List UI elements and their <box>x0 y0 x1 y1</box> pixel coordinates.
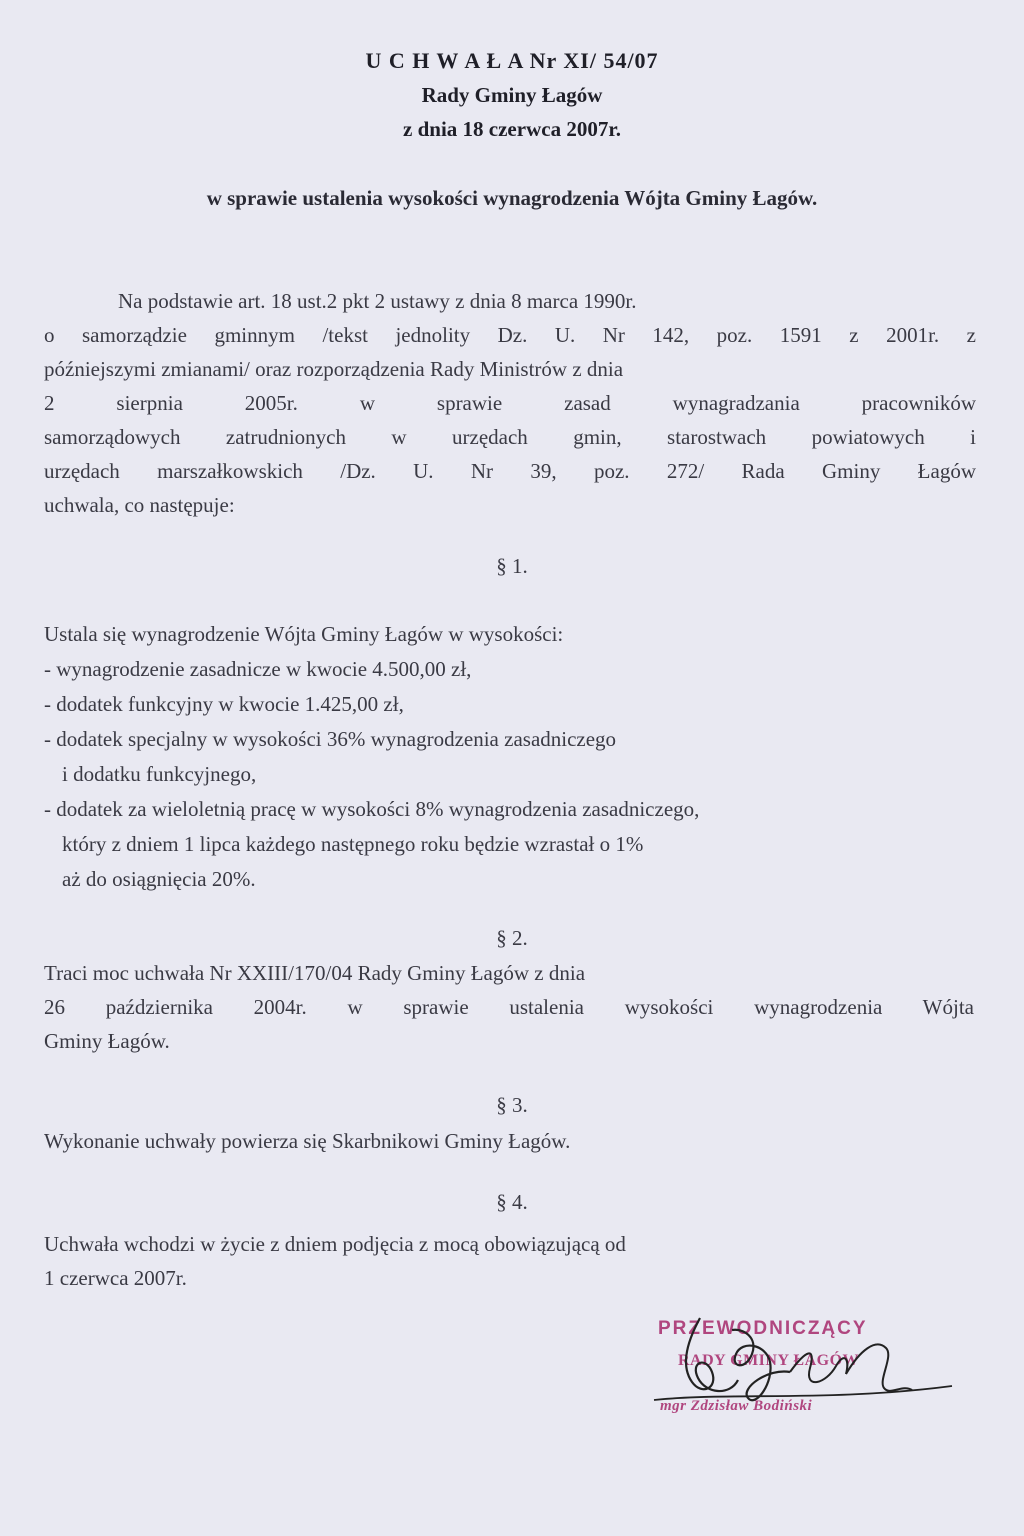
section-2-line: Traci moc uchwała Nr XXIII/170/04 Rady Gminy Łagów z dnia <box>44 961 586 985</box>
intro-line: uchwala, co następuje: <box>44 493 235 517</box>
section-4-body <box>44 1227 976 1295</box>
resolution-subject: w sprawie ustalenia wysokości wynagrodzenia Wójta Gminy Łagów. <box>206 186 818 210</box>
intro-line: urzędach marszałkowskich /Dz. U. Nr 39, poz. 272/ Rada Gminy Łagów <box>44 459 976 483</box>
intro-line: samorządowych zatrudnionych w urzędach gmin, starostwach powiatowych i <box>44 425 976 449</box>
chairman-stamp <box>640 1310 960 1430</box>
intro-line: 2 sierpnia 2005r. w sprawie zasad wynagradzania pracowników <box>44 391 976 415</box>
stamp-council: RADY GMINY ŁAGÓW <box>678 1352 860 1369</box>
section-3-mark: § 3. <box>496 1093 528 1117</box>
intro-line: o samorządzie gminnym /tekst jednolity Dz. U. Nr 142, poz. 1591 z 2001r. z <box>44 323 976 347</box>
section-2-line: 26 października 2004r. w sprawie ustalenia wysokości wynagrodzenia Wójta <box>44 995 974 1019</box>
handwritten-signature <box>640 1310 960 1430</box>
section-1-line: - dodatek funkcyjny w kwocie 1.425,00 zł, <box>44 692 404 716</box>
intro-line: Na podstawie art. 18 ust.2 pkt 2 ustawy z dnia 8 marca 1990r. <box>118 289 637 313</box>
intro-line: późniejszymi zmianami/ oraz rozporządzenia Rady Ministrów z dnia <box>44 357 624 381</box>
section-1-line: i dodatku funkcyjnego, <box>62 762 257 786</box>
section-2-body <box>44 956 974 1058</box>
resolution-title: U C H W A Ł A Nr XI/ 54/07 <box>365 48 659 73</box>
section-1-line: który z dniem 1 lipca każdego następnego roku będzie wzrastał o 1% <box>62 832 644 856</box>
section-4-line: Uchwała wchodzi w życie z dniem podjęcia z mocą obowiązującą od <box>44 1232 626 1256</box>
section-2-line: Gminy Łagów. <box>44 1029 170 1053</box>
section-1-line: - dodatek za wieloletnią pracę w wysokości 8% wynagrodzenia zasadniczego, <box>44 797 700 821</box>
section-3-line: Wykonanie uchwały powierza się Skarbnikowi Gminy Łagów. <box>44 1129 571 1153</box>
intro-paragraph <box>44 284 976 522</box>
section-2-mark: § 2. <box>496 926 528 950</box>
section-4-mark: § 4. <box>496 1190 528 1214</box>
stamp-name: mgr Zdzisław Bodiński <box>660 1398 813 1414</box>
section-4-line: 1 czerwca 2007r. <box>44 1266 187 1290</box>
resolution-date: z dnia 18 czerwca 2007r. <box>403 117 621 141</box>
section-3-body <box>44 1124 976 1158</box>
section-1-line: Ustala się wynagrodzenie Wójta Gminy Łagów w wysokości: <box>44 622 564 646</box>
section-1-line: - dodatek specjalny w wysokości 36% wynagrodzenia zasadniczego <box>44 727 617 751</box>
council-name: Rady Gminy Łagów <box>421 83 603 107</box>
section-1-line: aż do osiągnięcia 20%. <box>62 867 256 891</box>
section-1-body <box>44 617 944 897</box>
section-1-line: - wynagrodzenie zasadnicze w kwocie 4.500,00 zł, <box>44 657 472 681</box>
section-1-mark: § 1. <box>496 554 528 578</box>
stamp-title: PRZEWODNICZĄCY <box>658 1318 868 1339</box>
